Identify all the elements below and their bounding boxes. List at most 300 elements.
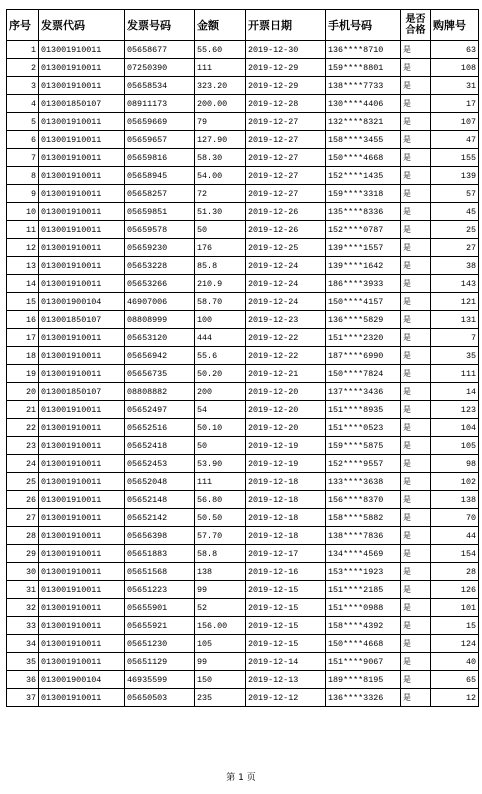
cell-index: 9 [7,185,39,203]
cell-invoice-number: 05656735 [125,365,195,383]
cell-phone: 136****8710 [326,41,401,59]
cell-invoice-code: 013001910011 [39,167,125,185]
cell-phone: 189****8195 [326,671,401,689]
cell-invoice-number: 05659816 [125,149,195,167]
cell-issue-date: 2019-12-24 [246,257,326,275]
cell-issue-date: 2019-12-15 [246,599,326,617]
cell-amount: 111 [195,59,246,77]
cell-qualified: 是 [401,455,431,473]
cell-index: 27 [7,509,39,527]
cell-invoice-number: 05656942 [125,347,195,365]
cell-amount: 235 [195,689,246,707]
cell-lottery-number: 15 [431,617,479,635]
cell-amount: 58.8 [195,545,246,563]
cell-index: 21 [7,401,39,419]
cell-phone: 159****5875 [326,437,401,455]
cell-phone: 150****4668 [326,635,401,653]
cell-index: 26 [7,491,39,509]
cell-amount: 99 [195,581,246,599]
cell-index: 15 [7,293,39,311]
cell-index: 6 [7,131,39,149]
cell-index: 30 [7,563,39,581]
cell-invoice-number: 05652497 [125,401,195,419]
cell-issue-date: 2019-12-20 [246,419,326,437]
cell-issue-date: 2019-12-20 [246,383,326,401]
table-row [7,401,479,419]
cell-lottery-number: 139 [431,167,479,185]
cell-invoice-code: 013001910011 [39,41,125,59]
cell-lottery-number: 17 [431,95,479,113]
cell-qualified: 是 [401,491,431,509]
table-row [7,131,479,149]
cell-qualified: 是 [401,275,431,293]
cell-index: 35 [7,653,39,671]
cell-phone: 133****3638 [326,473,401,491]
cell-issue-date: 2019-12-23 [246,311,326,329]
table-row [7,455,479,473]
cell-invoice-code: 013001910011 [39,617,125,635]
cell-invoice-number: 05655901 [125,599,195,617]
cell-phone: 135****8336 [326,203,401,221]
table-row [7,581,479,599]
cell-invoice-number: 05652453 [125,455,195,473]
cell-issue-date: 2019-12-24 [246,275,326,293]
cell-phone: 150****4157 [326,293,401,311]
cell-lottery-number: 105 [431,437,479,455]
cell-invoice-number: 05659578 [125,221,195,239]
header-row [7,10,479,41]
cell-invoice-number: 05652148 [125,491,195,509]
cell-lottery-number: 124 [431,635,479,653]
cell-invoice-code: 013001910011 [39,275,125,293]
cell-amount: 56.80 [195,491,246,509]
cell-qualified: 是 [401,257,431,275]
cell-issue-date: 2019-12-25 [246,239,326,257]
cell-amount: 156.00 [195,617,246,635]
cell-index: 24 [7,455,39,473]
cell-issue-date: 2019-12-27 [246,131,326,149]
cell-invoice-code: 013001910011 [39,365,125,383]
cell-invoice-code: 013001910011 [39,59,125,77]
cell-index: 10 [7,203,39,221]
cell-amount: 51.30 [195,203,246,221]
cell-issue-date: 2019-12-29 [246,77,326,95]
cell-index: 4 [7,95,39,113]
cell-qualified: 是 [401,329,431,347]
cell-invoice-code: 013001910011 [39,473,125,491]
cell-phone: 158****4392 [326,617,401,635]
cell-amount: 200 [195,383,246,401]
cell-phone: 158****3455 [326,131,401,149]
cell-lottery-number: 155 [431,149,479,167]
table-row [7,635,479,653]
header-index: 序号 [7,10,39,41]
cell-qualified: 是 [401,599,431,617]
cell-lottery-number: 44 [431,527,479,545]
cell-issue-date: 2019-12-17 [246,545,326,563]
cell-amount: 54.00 [195,167,246,185]
cell-phone: 139****1642 [326,257,401,275]
page-number: 第 1 页 [226,773,256,783]
cell-phone: 187****6990 [326,347,401,365]
cell-index: 29 [7,545,39,563]
cell-invoice-number: 05658677 [125,41,195,59]
cell-invoice-number: 07250390 [125,59,195,77]
cell-lottery-number: 40 [431,653,479,671]
cell-invoice-code: 013001910011 [39,635,125,653]
cell-index: 7 [7,149,39,167]
cell-amount: 50 [195,437,246,455]
cell-invoice-number: 05659657 [125,131,195,149]
cell-invoice-code: 013001850107 [39,311,125,329]
cell-issue-date: 2019-12-19 [246,455,326,473]
cell-issue-date: 2019-12-15 [246,617,326,635]
cell-amount: 50 [195,221,246,239]
cell-lottery-number: 7 [431,329,479,347]
table-row [7,491,479,509]
table-row [7,311,479,329]
cell-phone: 151****8935 [326,401,401,419]
cell-phone: 151****9067 [326,653,401,671]
cell-phone: 150****4668 [326,149,401,167]
cell-qualified: 是 [401,509,431,527]
cell-phone: 138****7836 [326,527,401,545]
cell-amount: 105 [195,635,246,653]
cell-invoice-code: 013001850107 [39,383,125,401]
cell-invoice-code: 013001910011 [39,419,125,437]
cell-invoice-number: 05655921 [125,617,195,635]
cell-lottery-number: 28 [431,563,479,581]
cell-issue-date: 2019-12-18 [246,473,326,491]
cell-phone: 152****1435 [326,167,401,185]
cell-invoice-number: 05651883 [125,545,195,563]
cell-issue-date: 2019-12-22 [246,329,326,347]
cell-issue-date: 2019-12-13 [246,671,326,689]
cell-index: 13 [7,257,39,275]
cell-amount: 150 [195,671,246,689]
cell-phone: 150****7824 [326,365,401,383]
cell-phone: 159****3318 [326,185,401,203]
cell-amount: 444 [195,329,246,347]
cell-index: 5 [7,113,39,131]
table-row [7,473,479,491]
cell-amount: 210.9 [195,275,246,293]
cell-invoice-code: 013001910011 [39,239,125,257]
cell-phone: 151****2185 [326,581,401,599]
cell-qualified: 是 [401,77,431,95]
cell-invoice-number: 05659851 [125,203,195,221]
table-row [7,293,479,311]
cell-index: 20 [7,383,39,401]
cell-lottery-number: 107 [431,113,479,131]
cell-amount: 200.00 [195,95,246,113]
cell-index: 36 [7,671,39,689]
cell-issue-date: 2019-12-27 [246,185,326,203]
cell-invoice-number: 08808999 [125,311,195,329]
cell-qualified: 是 [401,185,431,203]
cell-index: 37 [7,689,39,707]
cell-invoice-code: 013001910011 [39,203,125,221]
cell-lottery-number: 154 [431,545,479,563]
cell-invoice-number: 05652418 [125,437,195,455]
cell-lottery-number: 38 [431,257,479,275]
table-row [7,41,479,59]
cell-invoice-number: 05659669 [125,113,195,131]
cell-index: 1 [7,41,39,59]
cell-lottery-number: 57 [431,185,479,203]
cell-invoice-number: 05658534 [125,77,195,95]
cell-qualified: 是 [401,671,431,689]
cell-qualified: 是 [401,437,431,455]
cell-phone: 136****5829 [326,311,401,329]
cell-phone: 138****7733 [326,77,401,95]
table-row [7,185,479,203]
cell-phone: 153****1923 [326,563,401,581]
cell-invoice-number: 05652048 [125,473,195,491]
cell-amount: 58.70 [195,293,246,311]
cell-lottery-number: 143 [431,275,479,293]
cell-index: 2 [7,59,39,77]
cell-amount: 79 [195,113,246,131]
cell-invoice-number: 05658257 [125,185,195,203]
cell-invoice-code: 013001910011 [39,455,125,473]
table-row [7,509,479,527]
cell-invoice-number: 05651568 [125,563,195,581]
table-row [7,689,479,707]
cell-lottery-number: 63 [431,41,479,59]
cell-invoice-code: 013001910011 [39,185,125,203]
cell-amount: 50.10 [195,419,246,437]
cell-invoice-code: 013001910011 [39,653,125,671]
cell-qualified: 是 [401,563,431,581]
cell-index: 22 [7,419,39,437]
cell-invoice-code: 013001910011 [39,149,125,167]
table-row [7,77,479,95]
cell-amount: 50.20 [195,365,246,383]
cell-amount: 52 [195,599,246,617]
cell-phone: 158****5882 [326,509,401,527]
cell-invoice-number: 05650503 [125,689,195,707]
cell-amount: 57.70 [195,527,246,545]
table-row [7,617,479,635]
cell-lottery-number: 108 [431,59,479,77]
header-lottery-number: 购牌号 [431,10,479,41]
table-row [7,527,479,545]
table-row [7,221,479,239]
cell-index: 19 [7,365,39,383]
cell-qualified: 是 [401,383,431,401]
cell-lottery-number: 102 [431,473,479,491]
cell-issue-date: 2019-12-21 [246,365,326,383]
table-row [7,329,479,347]
table-row [7,95,479,113]
cell-amount: 85.8 [195,257,246,275]
cell-invoice-code: 013001910011 [39,77,125,95]
table-row [7,437,479,455]
cell-invoice-code: 013001900104 [39,671,125,689]
table-row [7,383,479,401]
cell-index: 8 [7,167,39,185]
cell-index: 3 [7,77,39,95]
cell-invoice-number: 08911173 [125,95,195,113]
cell-issue-date: 2019-12-18 [246,509,326,527]
cell-amount: 176 [195,239,246,257]
cell-lottery-number: 25 [431,221,479,239]
header-amount: 金额 [195,10,246,41]
cell-invoice-code: 013001910011 [39,131,125,149]
cell-amount: 111 [195,473,246,491]
header-invoice-code: 发票代码 [39,10,125,41]
cell-invoice-number: 05652142 [125,509,195,527]
cell-index: 17 [7,329,39,347]
cell-invoice-number: 08808882 [125,383,195,401]
cell-issue-date: 2019-12-26 [246,203,326,221]
cell-lottery-number: 101 [431,599,479,617]
cell-issue-date: 2019-12-30 [246,41,326,59]
cell-lottery-number: 12 [431,689,479,707]
cell-lottery-number: 104 [431,419,479,437]
cell-lottery-number: 121 [431,293,479,311]
table-row [7,653,479,671]
cell-index: 23 [7,437,39,455]
table-row [7,365,479,383]
cell-invoice-number: 05651129 [125,653,195,671]
cell-qualified: 是 [401,203,431,221]
cell-qualified: 是 [401,527,431,545]
cell-phone: 159****8801 [326,59,401,77]
cell-invoice-code: 013001910011 [39,401,125,419]
table-row [7,275,479,293]
cell-qualified: 是 [401,653,431,671]
cell-lottery-number: 123 [431,401,479,419]
cell-invoice-code: 013001850107 [39,95,125,113]
cell-amount: 53.90 [195,455,246,473]
cell-amount: 127.90 [195,131,246,149]
cell-invoice-code: 013001910011 [39,545,125,563]
cell-lottery-number: 45 [431,203,479,221]
table-row [7,599,479,617]
cell-invoice-number: 05653120 [125,329,195,347]
cell-amount: 72 [195,185,246,203]
table-row [7,419,479,437]
cell-issue-date: 2019-12-24 [246,293,326,311]
cell-invoice-code: 013001910011 [39,329,125,347]
cell-qualified: 是 [401,221,431,239]
cell-issue-date: 2019-12-26 [246,221,326,239]
cell-invoice-number: 05652516 [125,419,195,437]
cell-index: 18 [7,347,39,365]
cell-invoice-code: 013001910011 [39,581,125,599]
cell-index: 31 [7,581,39,599]
cell-index: 12 [7,239,39,257]
cell-lottery-number: 31 [431,77,479,95]
cell-lottery-number: 47 [431,131,479,149]
cell-invoice-code: 013001910011 [39,491,125,509]
cell-qualified: 是 [401,113,431,131]
cell-invoice-number: 05653266 [125,275,195,293]
cell-qualified: 是 [401,617,431,635]
cell-issue-date: 2019-12-18 [246,491,326,509]
cell-index: 33 [7,617,39,635]
cell-invoice-number: 46935599 [125,671,195,689]
invoice-table [6,9,479,707]
cell-issue-date: 2019-12-22 [246,347,326,365]
cell-issue-date: 2019-12-14 [246,653,326,671]
table-row [7,113,479,131]
cell-amount: 55.6 [195,347,246,365]
cell-invoice-code: 013001910011 [39,527,125,545]
table-row [7,347,479,365]
cell-invoice-number: 05651223 [125,581,195,599]
cell-issue-date: 2019-12-28 [246,95,326,113]
cell-invoice-code: 013001910011 [39,563,125,581]
cell-lottery-number: 65 [431,671,479,689]
cell-amount: 54 [195,401,246,419]
cell-lottery-number: 111 [431,365,479,383]
cell-qualified: 是 [401,149,431,167]
table-row [7,545,479,563]
cell-qualified: 是 [401,581,431,599]
cell-lottery-number: 14 [431,383,479,401]
cell-issue-date: 2019-12-27 [246,167,326,185]
cell-invoice-number: 05656398 [125,527,195,545]
table-row [7,149,479,167]
cell-phone: 134****4569 [326,545,401,563]
cell-lottery-number: 35 [431,347,479,365]
cell-phone: 137****3436 [326,383,401,401]
cell-index: 34 [7,635,39,653]
cell-issue-date: 2019-12-15 [246,635,326,653]
cell-lottery-number: 138 [431,491,479,509]
cell-issue-date: 2019-12-29 [246,59,326,77]
table-row [7,257,479,275]
cell-index: 25 [7,473,39,491]
cell-invoice-code: 013001910011 [39,113,125,131]
cell-qualified: 是 [401,365,431,383]
cell-amount: 55.60 [195,41,246,59]
table-row [7,203,479,221]
cell-invoice-code: 013001910011 [39,347,125,365]
cell-amount: 100 [195,311,246,329]
cell-qualified: 是 [401,311,431,329]
cell-issue-date: 2019-12-12 [246,689,326,707]
cell-phone: 152****9557 [326,455,401,473]
cell-invoice-number: 05658945 [125,167,195,185]
cell-qualified: 是 [401,95,431,113]
cell-phone: 156****8370 [326,491,401,509]
table-row [7,671,479,689]
cell-invoice-code: 013001910011 [39,257,125,275]
cell-qualified: 是 [401,473,431,491]
cell-qualified: 是 [401,635,431,653]
cell-issue-date: 2019-12-19 [246,437,326,455]
header-invoice-number: 发票号码 [125,10,195,41]
cell-qualified: 是 [401,41,431,59]
cell-issue-date: 2019-12-27 [246,149,326,167]
cell-phone: 136****3326 [326,689,401,707]
cell-qualified: 是 [401,347,431,365]
cell-phone: 130****4406 [326,95,401,113]
cell-phone: 151****2320 [326,329,401,347]
cell-lottery-number: 126 [431,581,479,599]
cell-index: 14 [7,275,39,293]
table-row [7,239,479,257]
cell-phone: 132****8321 [326,113,401,131]
cell-amount: 138 [195,563,246,581]
cell-invoice-code: 013001910011 [39,221,125,239]
cell-amount: 50.50 [195,509,246,527]
cell-invoice-code: 013001900104 [39,293,125,311]
